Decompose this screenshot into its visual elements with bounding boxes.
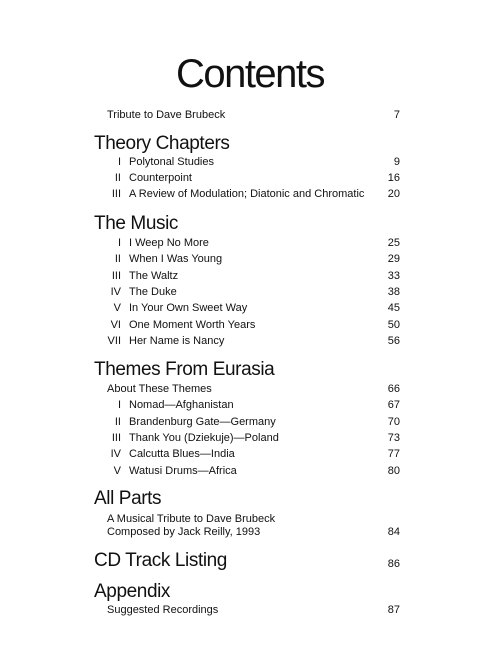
entry-numeral: IV bbox=[110, 286, 121, 298]
entry-label: Her Name is Nancy bbox=[129, 335, 225, 347]
entry-numeral: II bbox=[114, 416, 121, 428]
entry-label: The Duke bbox=[129, 286, 177, 298]
section-heading-all-parts: All Parts bbox=[94, 488, 162, 509]
entry-label: A Musical Tribute to Dave Brubeck bbox=[107, 513, 276, 525]
toc-entry[interactable] bbox=[0, 235, 500, 251]
entry-page: 66 bbox=[387, 383, 400, 395]
entry-label: Thank You (Dziekuje)—Poland bbox=[129, 432, 279, 444]
toc-entry-tribute-line2[interactable] bbox=[0, 524, 500, 540]
toc-entry[interactable] bbox=[0, 317, 500, 333]
entry-label: Tribute to Dave Brubeck bbox=[107, 109, 226, 121]
entry-numeral: I bbox=[117, 156, 121, 168]
toc-entry[interactable] bbox=[0, 414, 500, 430]
entry-page: 25 bbox=[387, 237, 400, 249]
entry-page: 16 bbox=[387, 172, 400, 184]
toc-entry[interactable] bbox=[0, 333, 500, 349]
toc-entry[interactable] bbox=[0, 430, 500, 446]
entry-page: 38 bbox=[387, 286, 400, 298]
entry-label: I Weep No More bbox=[129, 237, 209, 249]
entry-label: Watusi Drums—Africa bbox=[129, 465, 237, 477]
entry-page: 73 bbox=[387, 432, 400, 444]
entry-page: 86 bbox=[387, 558, 400, 570]
toc-entry-about-themes[interactable] bbox=[0, 381, 500, 397]
entry-numeral: V bbox=[113, 302, 121, 314]
entry-numeral: VI bbox=[110, 319, 121, 331]
entry-page: 56 bbox=[387, 335, 400, 347]
entry-page: 7 bbox=[393, 109, 400, 121]
section-heading-cd: CD Track Listing bbox=[94, 550, 227, 571]
entry-page: 84 bbox=[387, 526, 400, 538]
entry-numeral: II bbox=[114, 253, 121, 265]
entry-label: Composed by Jack Reilly, 1993 bbox=[107, 526, 261, 538]
entry-label: The Waltz bbox=[129, 270, 179, 282]
toc-entry[interactable] bbox=[0, 186, 500, 202]
entry-label: One Moment Worth Years bbox=[129, 319, 256, 331]
entry-label: A Review of Modulation; Diatonic and Chromatic bbox=[129, 188, 365, 200]
toc-entry[interactable] bbox=[0, 446, 500, 462]
toc-entry[interactable] bbox=[0, 463, 500, 479]
page-title: Contents bbox=[175, 52, 325, 96]
entry-label: Polytonal Studies bbox=[129, 156, 214, 168]
entry-label: When I Was Young bbox=[129, 253, 223, 265]
toc-entry[interactable] bbox=[0, 397, 500, 413]
toc-entry-tribute[interactable] bbox=[0, 107, 500, 123]
entry-page: 80 bbox=[387, 465, 400, 477]
entry-numeral: III bbox=[111, 188, 121, 200]
entry-numeral: VII bbox=[107, 335, 121, 347]
entry-label: Counterpoint bbox=[129, 172, 192, 184]
entry-page: 87 bbox=[387, 604, 400, 616]
entry-label: Brandenburg Gate—Germany bbox=[129, 416, 276, 428]
entry-label: Suggested Recordings bbox=[107, 604, 219, 616]
entry-page: 33 bbox=[387, 270, 400, 282]
toc-entry[interactable] bbox=[0, 300, 500, 316]
entry-numeral: II bbox=[114, 172, 121, 184]
entry-numeral: I bbox=[117, 399, 121, 411]
entry-page: 70 bbox=[387, 416, 400, 428]
entry-page: 67 bbox=[387, 399, 400, 411]
entry-numeral: IV bbox=[110, 448, 121, 460]
toc-entry-cd[interactable] bbox=[0, 549, 500, 573]
entry-page: 9 bbox=[393, 156, 400, 168]
toc-entry-recordings[interactable] bbox=[0, 602, 500, 618]
entry-page: 45 bbox=[387, 302, 400, 314]
toc-entry[interactable] bbox=[0, 154, 500, 170]
section-heading-eurasia: Themes From Eurasia bbox=[94, 359, 275, 380]
entry-numeral: I bbox=[117, 237, 121, 249]
entry-numeral: V bbox=[113, 465, 121, 477]
entry-label: In Your Own Sweet Way bbox=[129, 302, 248, 314]
toc-entry[interactable] bbox=[0, 284, 500, 300]
entry-page: 50 bbox=[387, 319, 400, 331]
entry-label: About These Themes bbox=[107, 383, 212, 395]
entry-page: 77 bbox=[387, 448, 400, 460]
entry-label: Calcutta Blues—India bbox=[129, 448, 235, 460]
toc-entry[interactable] bbox=[0, 268, 500, 284]
toc-entry[interactable] bbox=[0, 170, 500, 186]
section-heading-theory: Theory Chapters bbox=[94, 133, 230, 154]
section-heading-appendix: Appendix bbox=[94, 581, 171, 602]
section-heading-music: The Music bbox=[94, 213, 179, 234]
entry-page: 29 bbox=[387, 253, 400, 265]
entry-label: Nomad—Afghanistan bbox=[129, 399, 234, 411]
entry-numeral: III bbox=[111, 270, 121, 282]
toc-entry[interactable] bbox=[0, 251, 500, 267]
entry-page: 20 bbox=[387, 188, 400, 200]
entry-numeral: III bbox=[111, 432, 121, 444]
